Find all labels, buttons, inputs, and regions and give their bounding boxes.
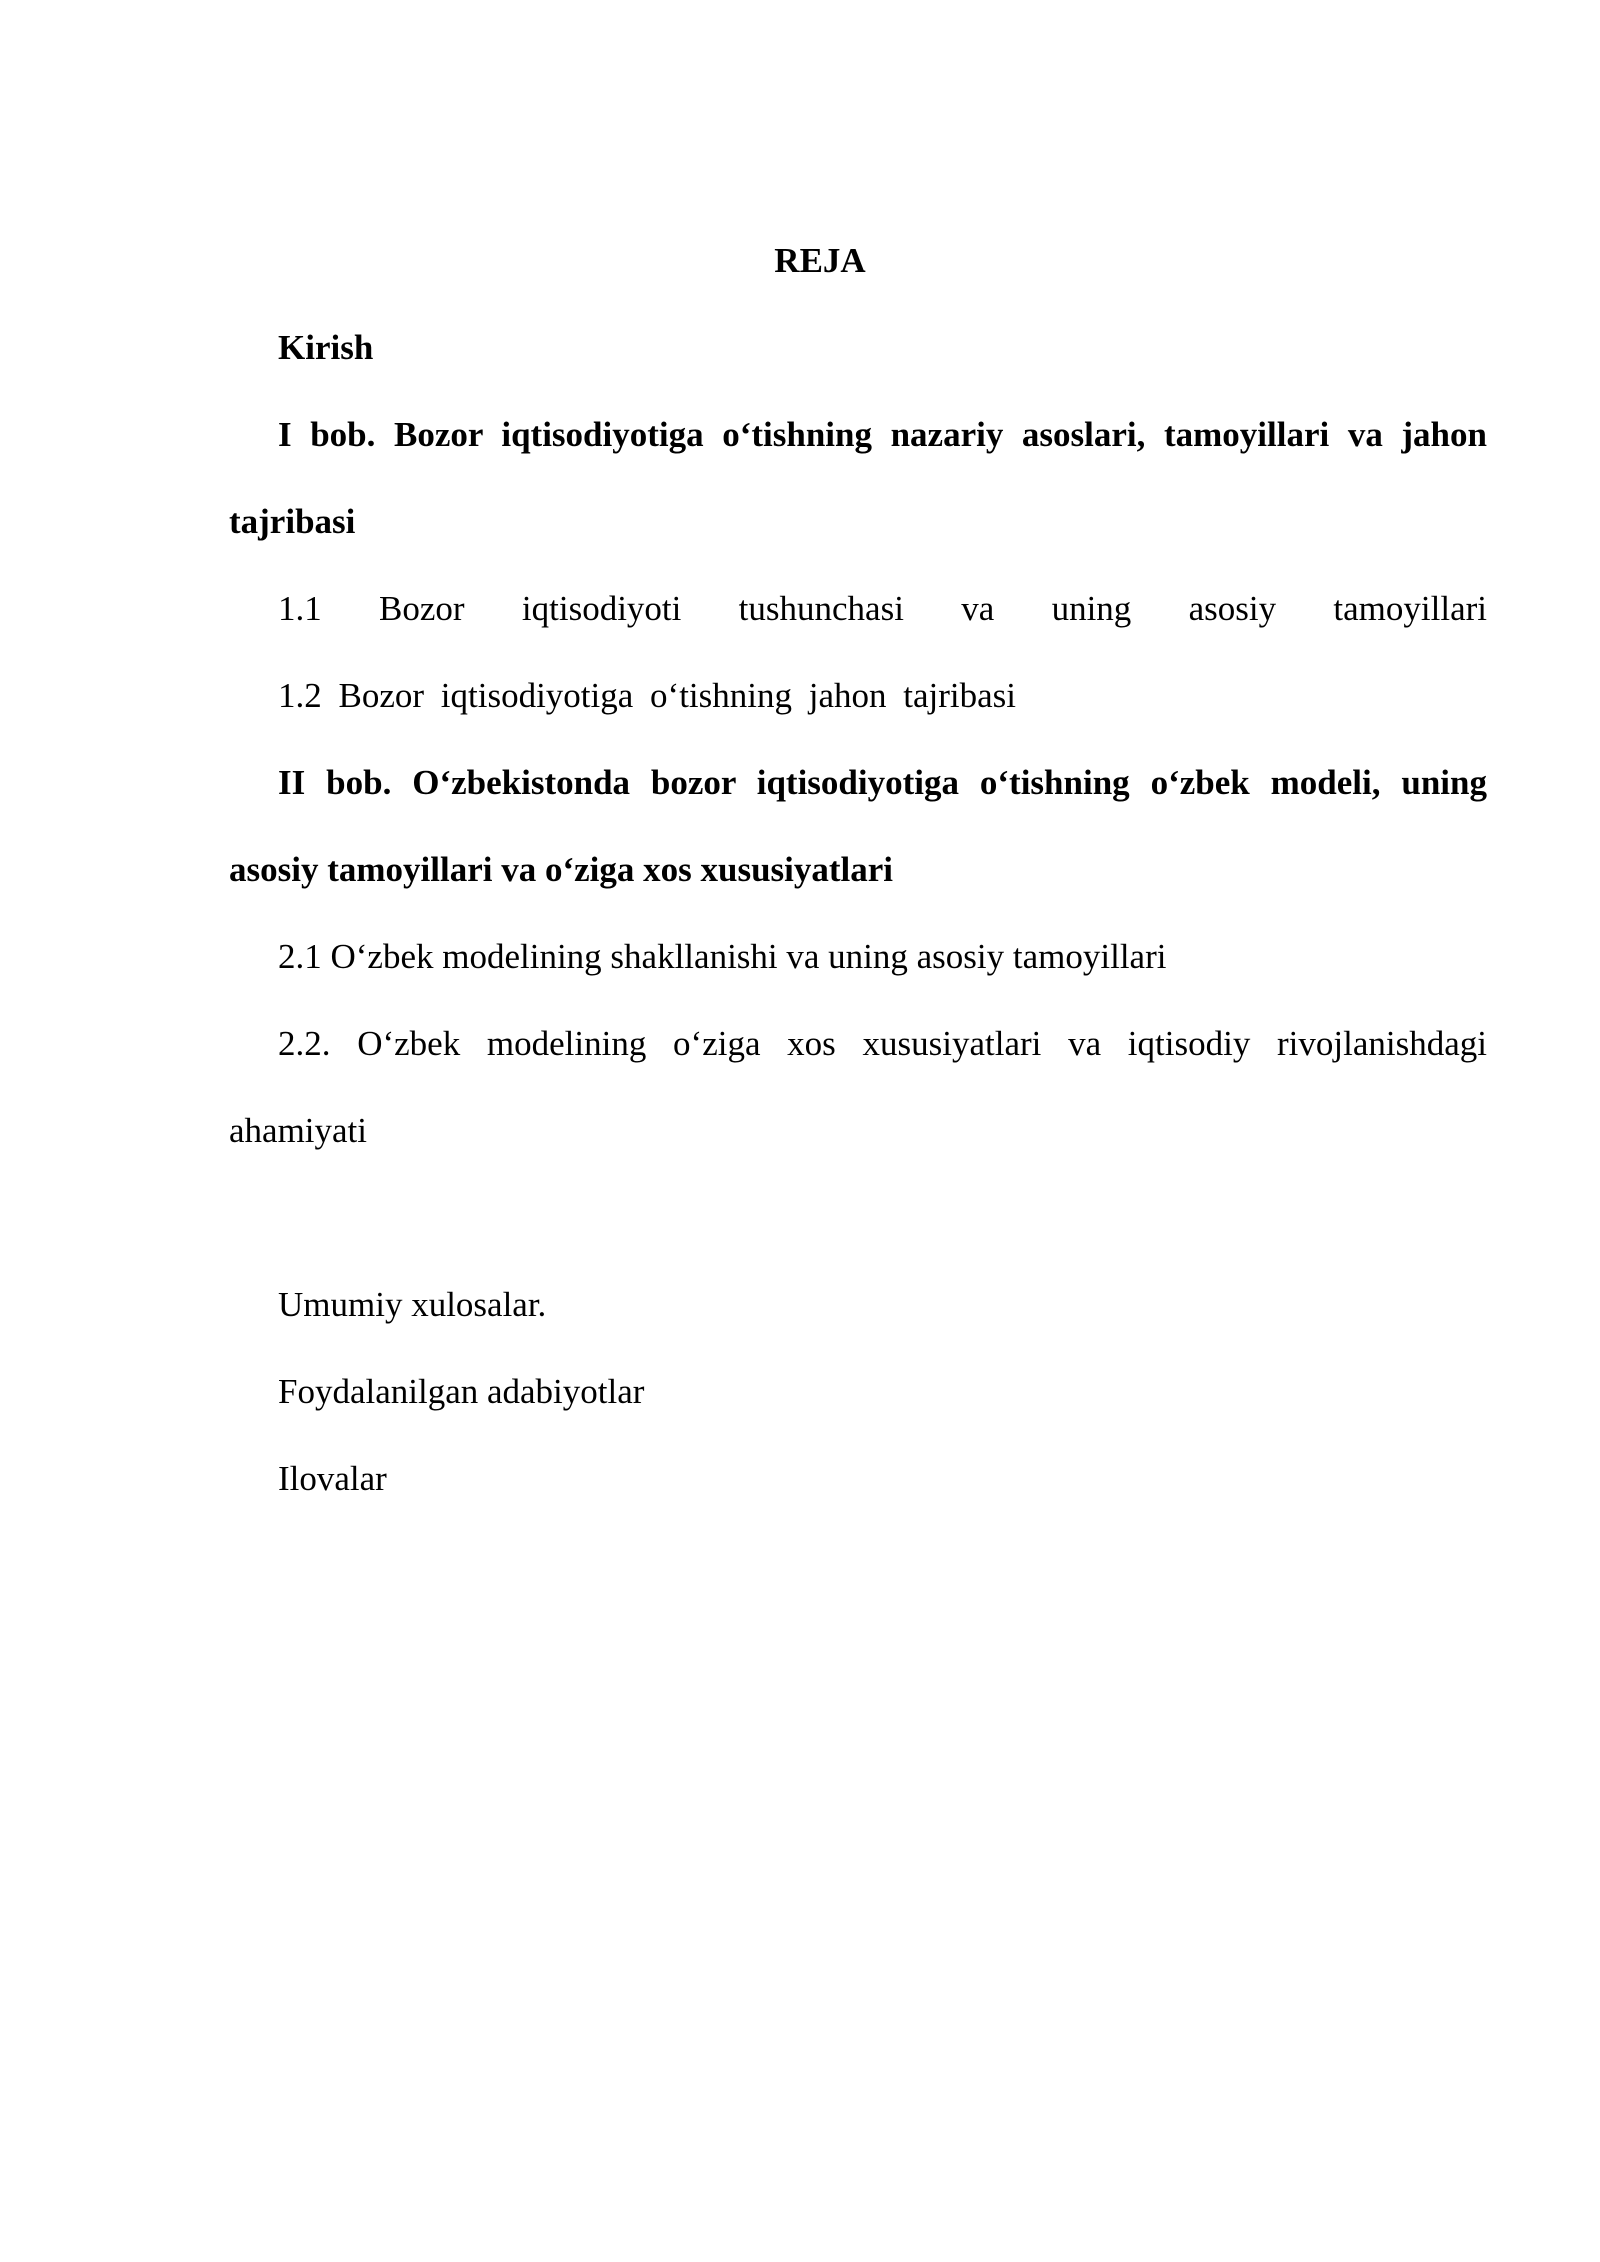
chapter1-heading-line1: I bob. Bozor iqtisodiyotiga o‘tishning nazariy asoslari, tamoyillari va jahon xyxy=(278,415,1487,454)
chapter1-heading-line2: tajribasi xyxy=(229,502,356,541)
references-item: Foydalanilgan adabiyotlar xyxy=(278,1372,645,1411)
chapter2-heading-line2: asosiy tamoyillari va o‘ziga xos xususiyatlari xyxy=(229,850,894,889)
chapter2-heading-line1: II bob. O‘zbekistonda bozor iqtisodiyotiga o‘tishning o‘zbek modeli, uning xyxy=(278,763,1487,802)
intro-heading: Kirish xyxy=(278,328,374,367)
conclusions-item: Umumiy xulosalar. xyxy=(278,1285,547,1324)
section-2-2-line1: 2.2. O‘zbek modelining o‘ziga xos xususiyatlari va iqtisodiy rivojlanishdagi xyxy=(278,1024,1487,1063)
section-1-1: 1.1 Bozor iqtisodiyoti tushunchasi va uning asosiy tamoyillari xyxy=(278,589,1487,628)
page-title: REJA xyxy=(774,241,866,280)
section-1-2: 1.2 Bozor iqtisodiyotiga o‘tishning jahon tajribasi xyxy=(278,676,1016,715)
section-2-1: 2.1 O‘zbek modelining shakllanishi va uning asosiy tamoyillari xyxy=(278,937,1167,976)
appendices-item: Ilovalar xyxy=(278,1459,387,1498)
section-2-2-line2: ahamiyati xyxy=(229,1111,368,1150)
